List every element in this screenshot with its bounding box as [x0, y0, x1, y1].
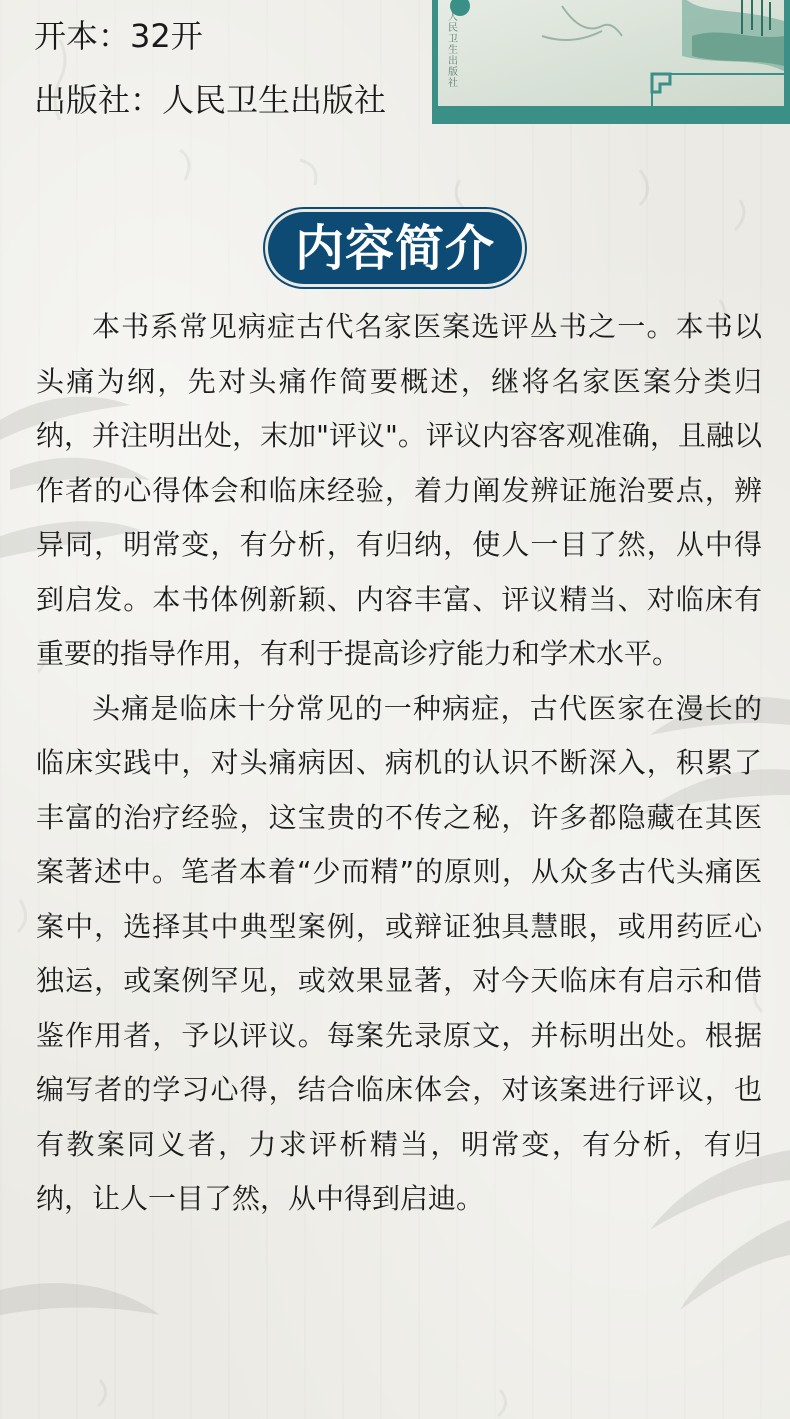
- section-title: 内容简介: [294, 219, 495, 277]
- intro-text: [36, 300, 762, 1227]
- book-format: 开本：32开: [34, 17, 203, 55]
- intro-paragraph: 头痛是临床十分常见的一种病症，古代医家在漫长的临床实践中，对头痛病因、病机的认识不断深入，积累了丰富的治疗经验，这宝贵的不传之秘，许多都隐藏在其医案著述中。笔者本着“少而精”的原则，从众多古代头痛医案中，选择其中典型案例，或辩证独具慧眼，或用药匠心独运，或案例罕见，或效果显著，对今天临床有启示和借鉴作用者，予以评议。每案先录原文，并标明出处。根据编写者的学习心得，结合临床体会，对该案进行评议，也有教案同义者，力求评析精当，明常变，有分析，有归纳，让人一目了然，从中得到启迪。: [36, 691, 762, 1215]
- book-publisher: 出版社：人民卫生出版社: [34, 81, 387, 119]
- section-title-badge: [268, 212, 522, 284]
- intro-paragraph: 本书系常见病症古代名家医案选评丛书之一。本书以头痛为纲，先对头痛作简要概述，继将名家医案分类归纳，并注明出处，末加"评议"。评议内容客观准确，且融以作者的心得体会和临床经验，着力阐发辨证施治要点，辨异同，明常变，有分析，有归纳，使人一目了然，从中得到启发。本书体例新颖、内容丰富、评议精当、对临床有重要的指导作用，有利于提高诊疗能力和学术水平。: [36, 310, 762, 670]
- book-cover-image: [432, 0, 790, 124]
- book-cover-publisher-mark: 人民卫生出版社: [448, 12, 458, 89]
